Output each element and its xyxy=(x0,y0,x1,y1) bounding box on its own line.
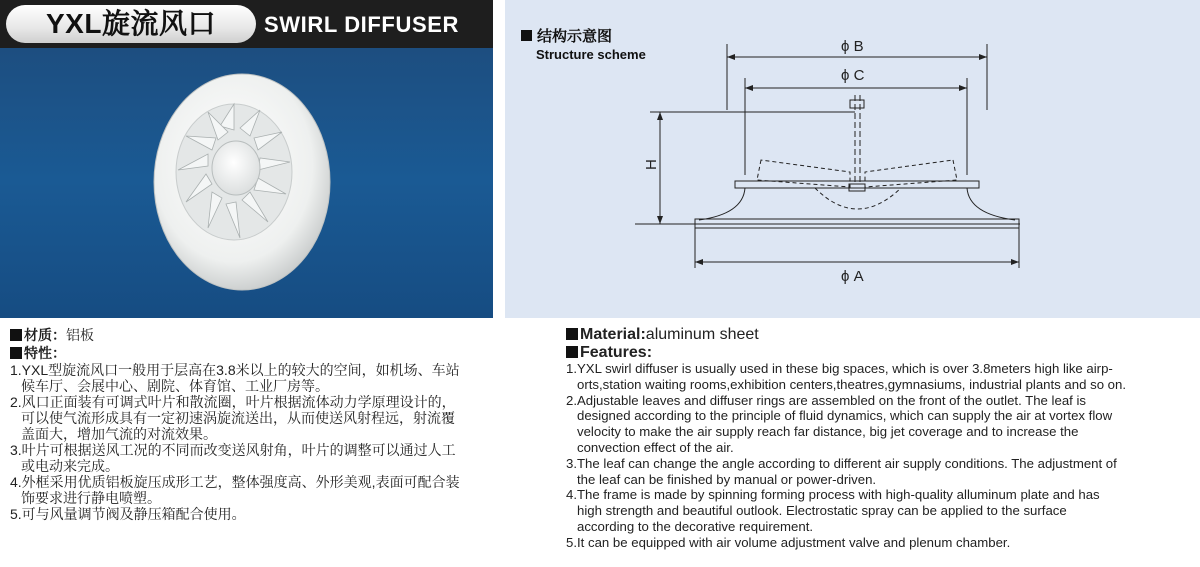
zh-feature-item xyxy=(10,506,540,522)
en-material-label: Material: xyxy=(580,326,646,343)
en-feature-line: 4.The frame is made by spinning forming process with high-quality alluminum plate and has xyxy=(566,487,1100,503)
zh-feature-line: 3.叶片可根据送风工况的不同而改变送风射角，叶片的调整可以通过人工 xyxy=(10,442,456,458)
en-feature-list xyxy=(566,361,1196,551)
en-feature-line: 1.YXL swirl diffuser is usually used in these big spaces, which is over 3.8meters high like airp- xyxy=(566,361,1113,376)
zh-feature-line: 1.YXL型旋流风口一般用于层高在3.8米以上的较大的空间，如机场、车站 xyxy=(10,362,460,378)
zh-feature-list xyxy=(10,362,540,522)
english-description xyxy=(566,326,1196,551)
zh-feature-line: 或电动来完成。 xyxy=(21,458,119,474)
product-photo-panel xyxy=(0,0,493,318)
bullet-square-icon xyxy=(10,329,22,341)
en-feature-line: velocity to make the air supply reach far distance, big jet coverage and to increase the xyxy=(577,424,1079,440)
en-feature-line: high strength and beautiful outlook. Electrostatic spray can be applied to the surface xyxy=(577,503,1067,519)
dim-label-a: ϕ A xyxy=(841,268,864,285)
en-feature-line: convection effect of the air. xyxy=(577,439,734,455)
en-feature-line: the leaf can be finished by manual or power-driven. xyxy=(577,471,877,487)
zh-feature-item xyxy=(10,394,540,442)
zh-material-value: 铝板 xyxy=(66,327,94,343)
en-feature-item xyxy=(566,535,1196,551)
en-feature-line: orts,station waiting rooms,exhibition centers,theatres,gymnasiums, industrial plants and so on. xyxy=(577,376,1127,392)
en-feature-line: designed according to the principle of fluid dynamics, which can supply the air at vortex flow xyxy=(577,408,1113,424)
chinese-description xyxy=(10,326,540,522)
zh-feature-item xyxy=(10,362,540,394)
en-material-value: aluminum sheet xyxy=(645,326,759,343)
bullet-square-icon xyxy=(566,346,578,358)
en-features-label: Features: xyxy=(580,343,653,361)
zh-feature-line: 候车厅、会展中心、剧院、体育馆、工业厂房等。 xyxy=(21,378,329,394)
zh-features-label: 特性： xyxy=(24,345,66,361)
zh-feature-item xyxy=(10,474,540,506)
en-material-line xyxy=(566,326,1196,344)
dim-label-b: ϕ B xyxy=(841,38,864,55)
bullet-square-icon xyxy=(566,328,578,340)
zh-feature-line: 5.可与风量调节阀及静压箱配合使用。 xyxy=(10,506,246,522)
structure-scheme-panel xyxy=(505,0,1200,318)
product-title-en: SWIRL DIFFUSER xyxy=(264,12,459,37)
bullet-square-icon xyxy=(10,347,22,359)
en-feature-line: according to the decorative requirement. xyxy=(577,518,814,534)
zh-feature-line: 4.外框采用优质铝板旋压成形工艺，整体强度高、外形美观,表面可配合装 xyxy=(10,474,460,490)
zh-feature-line: 饰要求进行静电喷塑。 xyxy=(21,490,161,506)
dim-label-h: H xyxy=(643,159,660,170)
zh-features-heading xyxy=(10,344,540,362)
product-title-zh: YXL旋流风口 xyxy=(46,8,216,39)
en-features-heading xyxy=(566,344,1196,362)
zh-material-label: 材质： xyxy=(24,327,66,343)
structure-drawing xyxy=(505,0,1200,318)
zh-material-line xyxy=(10,326,540,344)
en-feature-line: 3.The leaf can change the angle according to different air supply conditions. The adjustment of xyxy=(566,455,1117,471)
scheme-heading-en: Structure scheme xyxy=(536,47,646,62)
en-feature-item xyxy=(566,487,1196,534)
zh-feature-item xyxy=(10,442,540,474)
zh-feature-line: 盖面大，增加气流的对流效果。 xyxy=(21,426,217,442)
en-feature-line: 5.It can be equipped with air volume adjustment valve and plenum chamber. xyxy=(566,534,1011,550)
zh-feature-line: 2.风口正面装有可调式叶片和散流圈，叶片根据流体动力学原理设计的， xyxy=(10,394,456,410)
en-feature-item xyxy=(566,361,1196,393)
en-feature-item xyxy=(566,393,1196,456)
zh-feature-line: 可以使气流形成具有一定初速涡旋流送出，从而使送风射程远，射流覆 xyxy=(21,410,455,426)
en-feature-item xyxy=(566,456,1196,488)
en-feature-line: 2.Adjustable leaves and diffuser rings are assembled on the front of the outlet. The leaf is xyxy=(566,392,1087,408)
dim-label-c: ϕ C xyxy=(841,67,865,84)
swirl-diffuser-photo xyxy=(150,70,335,295)
scheme-heading-zh: 结构示意图 xyxy=(537,28,613,45)
